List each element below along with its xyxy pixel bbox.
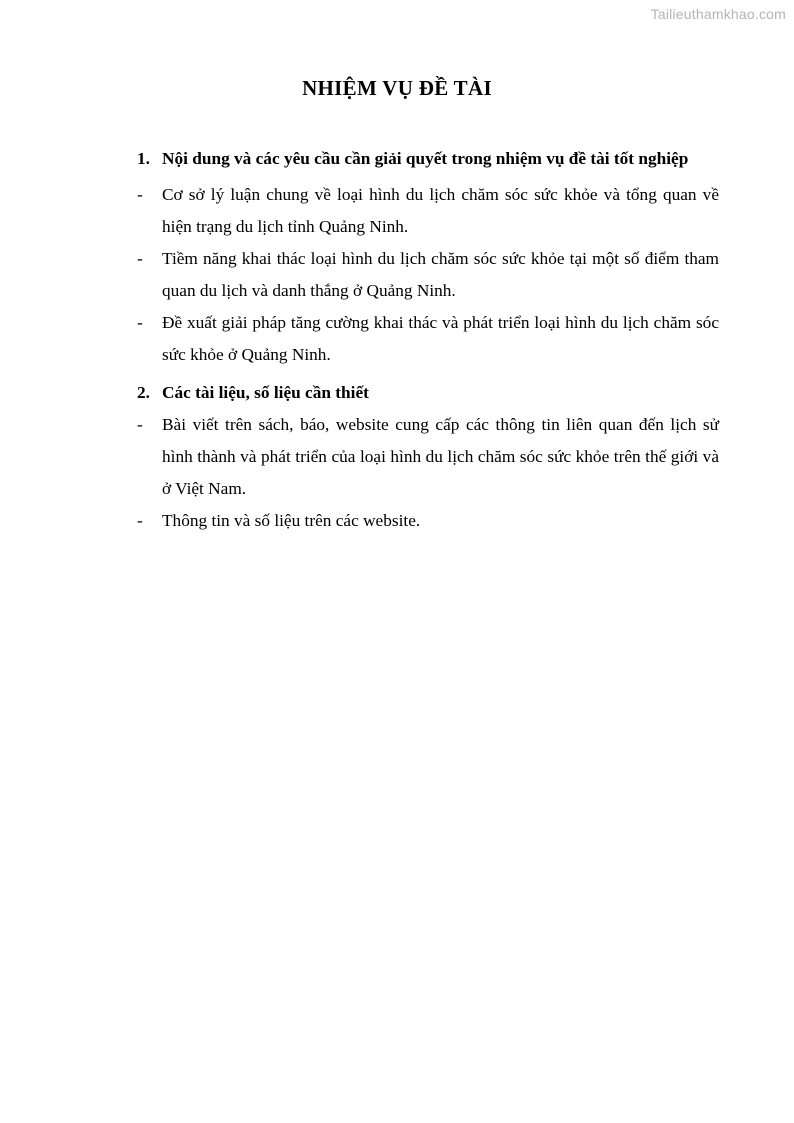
section-heading: [137, 143, 719, 175]
section-heading-text: Các tài liệu, số liệu cần thiết: [162, 383, 369, 402]
list-item: [137, 505, 719, 537]
section-2: [137, 377, 719, 537]
list-item: [137, 179, 719, 243]
bullet-dash: -: [137, 511, 143, 530]
bullet-dash: -: [137, 249, 143, 268]
section-number: 2.: [137, 383, 150, 402]
section-1: [137, 143, 719, 371]
list-item-text: Tiềm năng khai thác loại hình du lịch chăm sóc sức khỏe tại một số điểm tham quan du lịch và danh thắng ở Quảng Ninh.: [162, 249, 719, 300]
list-item-text: Thông tin và số liệu trên các website.: [162, 511, 421, 530]
watermark-text: Tailieuthamkhao.com: [650, 6, 786, 22]
section-heading-text: Nội dung và các yêu cầu cần giải quyết trong nhiệm vụ đề tài tốt nghiệp: [162, 149, 689, 168]
list-item-text: Cơ sở lý luận chung về loại hình du lịch chăm sóc sức khỏe và tổng quan về hiện trạng du lịch tỉnh Quảng Ninh.: [162, 185, 719, 236]
section-number: 1.: [137, 149, 150, 168]
list-item-text: Đề xuất giải pháp tăng cường khai thác và phát triển loại hình du lịch chăm sóc sức khỏe ở Quảng Ninh.: [162, 313, 719, 364]
bullet-dash: -: [137, 313, 143, 332]
list-item: [137, 409, 719, 505]
bullet-dash: -: [137, 185, 143, 204]
document-body: [137, 143, 719, 537]
section-heading: [137, 377, 719, 409]
list-item-text: Bài viết trên sách, báo, website cung cấp các thông tin liên quan đến lịch sử hình thành và phát triển của loại hình du lịch chăm sóc sức khỏe trên thế giới và ở Việt Nam.: [162, 415, 719, 498]
page-title: NHIỆM VỤ ĐỀ TÀI: [302, 76, 492, 100]
bullet-dash: -: [137, 415, 143, 434]
list-item: [137, 243, 719, 307]
list-item: [137, 307, 719, 371]
